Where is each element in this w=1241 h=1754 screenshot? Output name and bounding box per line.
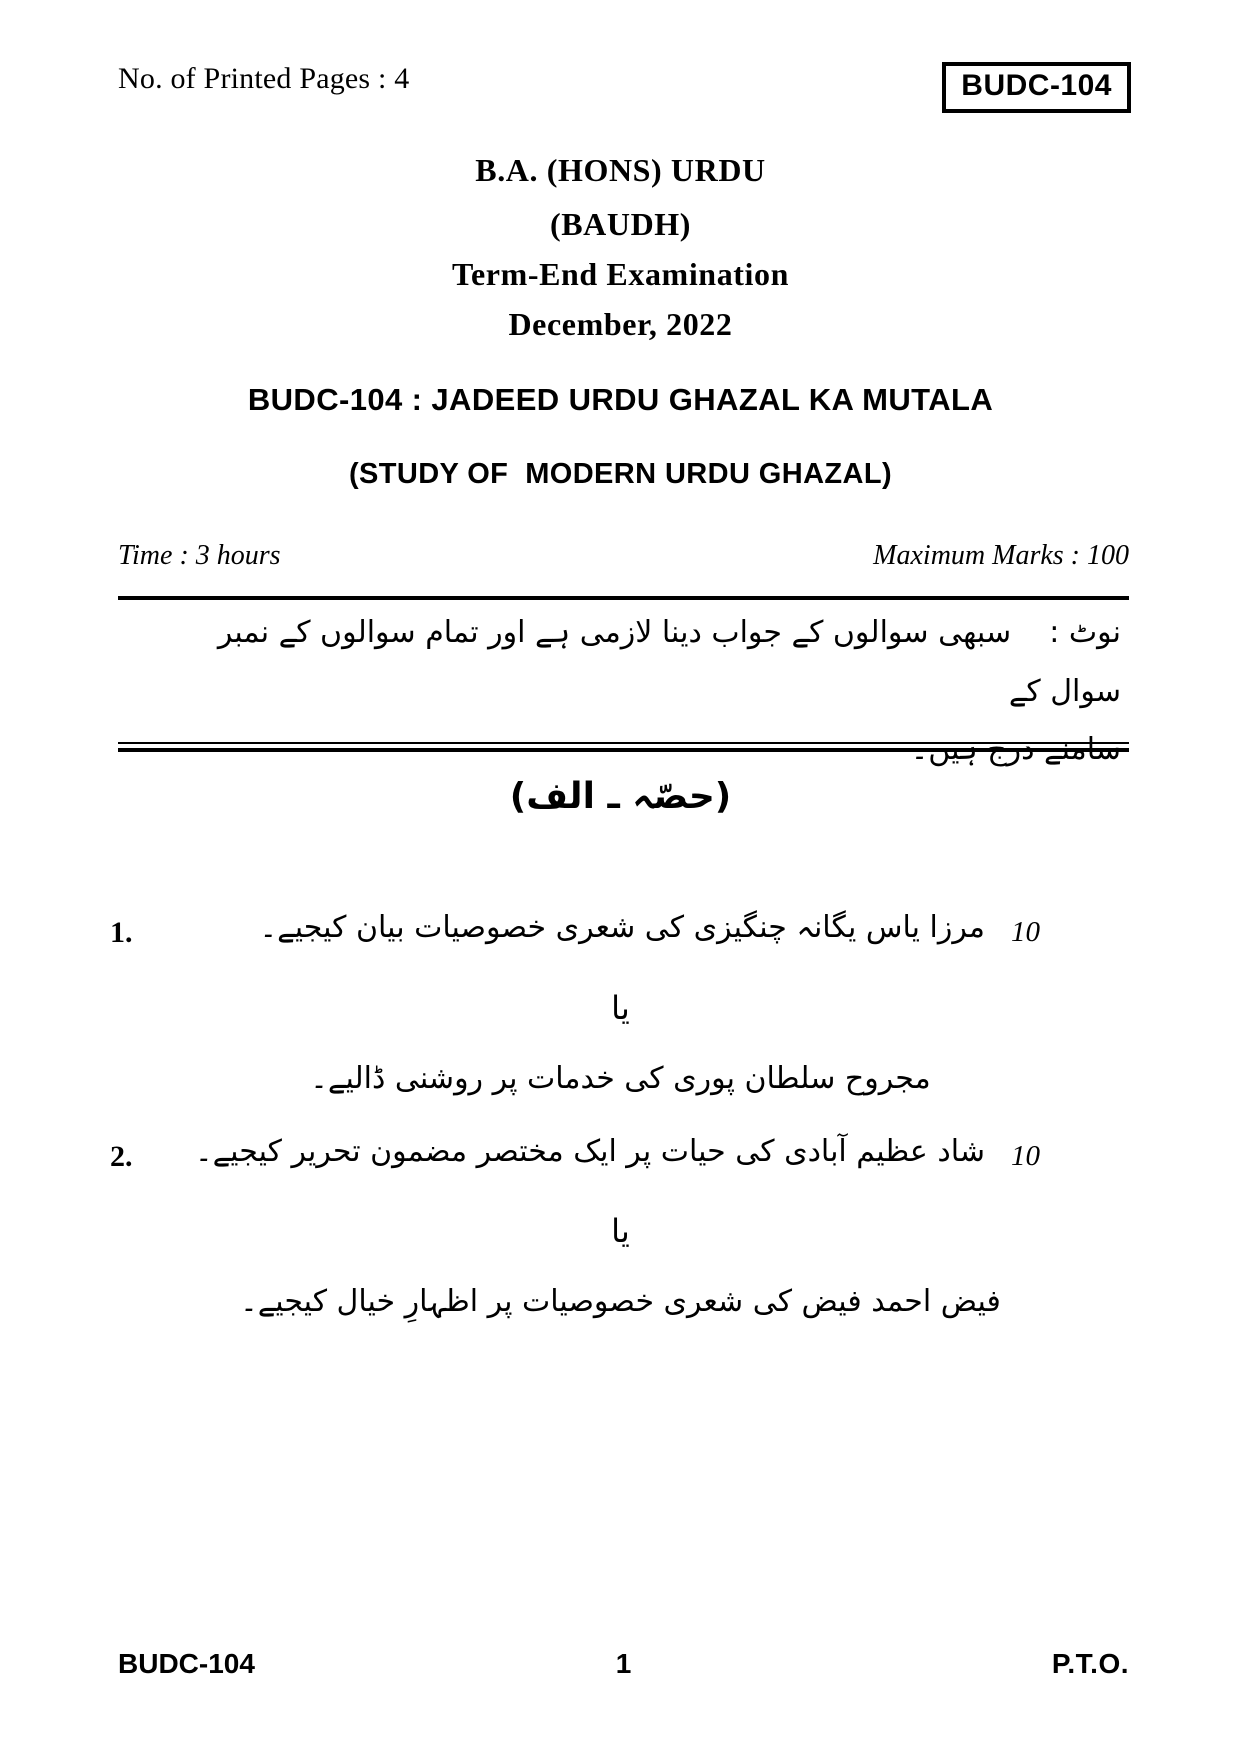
page-footer <box>118 1648 1129 1680</box>
question-row <box>110 902 1131 955</box>
or-separator: یا <box>611 988 630 1027</box>
printed-pages-label: No. of Printed Pages : 4 <box>118 62 410 95</box>
question-row <box>110 1126 1131 1179</box>
course-title: BUDC-104 : JADEED URDU GHAZAL KA MUTALA <box>247 382 994 417</box>
footer-pto-label: P.T.O. <box>1051 1648 1129 1679</box>
exam-title-block <box>0 150 1241 358</box>
exam-session: December, 2022 <box>508 306 733 342</box>
note-top-rule <box>118 596 1129 600</box>
exam-meta-row <box>118 540 1129 572</box>
note-text-line-2: سامنے درج ہیں۔ <box>910 732 1121 767</box>
or-separator: یا <box>611 1212 630 1250</box>
question-number: 1. <box>110 916 133 949</box>
programme-title: B.A. (HONS) URDU <box>475 152 766 188</box>
question-text: مرزا یاس یگانہ چنگیزی کی شعری خصوصیات بیان کیجیے۔ <box>259 910 985 945</box>
question-number: 2. <box>110 1139 133 1173</box>
note-label: نوٹ : <box>1049 615 1121 650</box>
question-marks: 10 <box>1011 1139 1040 1172</box>
page-header <box>118 62 1131 113</box>
note-bottom-rule <box>118 742 1129 752</box>
questions-list <box>110 880 1131 1327</box>
question-alternative-text: فیض احمد فیض کی شعری خصوصیات پر اظہارِ خیال کیجیے۔ <box>240 1284 1001 1319</box>
note-line-1 <box>140 604 1121 721</box>
footer-course-code: BUDC-104 <box>118 1648 255 1679</box>
part-a-heading: (حصّہ ـ الف) <box>509 776 732 817</box>
question-text: شاد عظیم آبادی کی حیات پر ایک مختصر مضمون تحریر کیجیے۔ <box>195 1133 985 1169</box>
footer-page-number: 1 <box>615 1648 632 1679</box>
course-subtitle: (STUDY OF MODERN URDU GHAZAL) <box>348 458 893 490</box>
exam-type: Term-End Examination <box>451 256 790 292</box>
question-marks: 10 <box>1011 916 1040 948</box>
time-allowed: Time : 3 hours <box>118 540 281 571</box>
instructions-note <box>140 604 1121 780</box>
note-text-line-1: سبھی سوالوں کے جواب دینا لازمی ہے اور تمام سوالوں کے نمبر سوال کے <box>217 615 1121 709</box>
question-alternative-text: مجروح سلطان پوری کی خدمات پر روشنی ڈالیے۔ <box>310 1060 931 1096</box>
course-code-box: BUDC-104 <box>942 62 1131 113</box>
maximum-marks: Maximum Marks : 100 <box>873 540 1129 571</box>
programme-abbreviation: (BAUDH) <box>549 206 692 242</box>
